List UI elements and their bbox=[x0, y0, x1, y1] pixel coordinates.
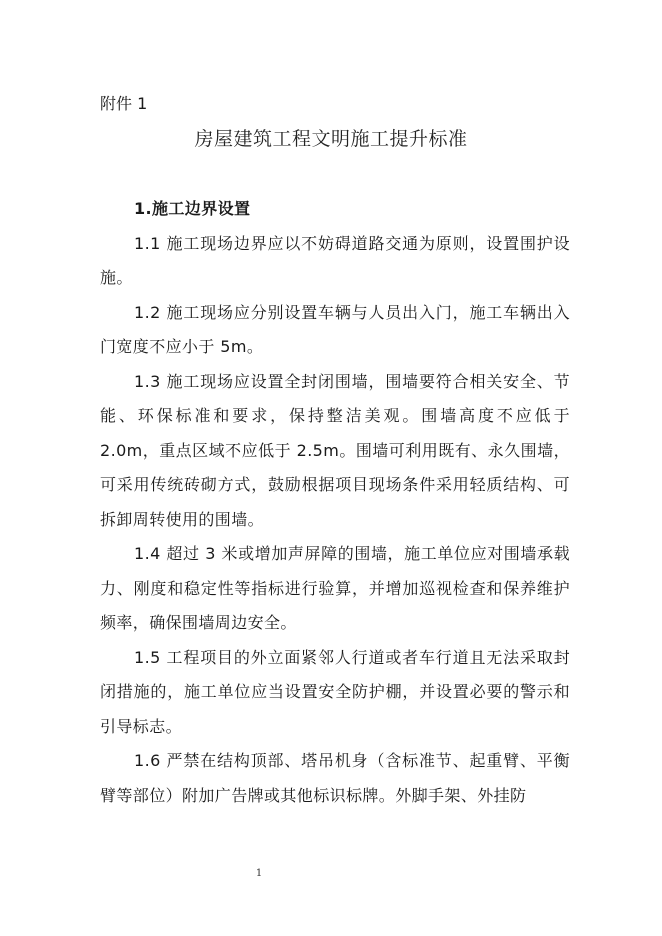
document-body bbox=[100, 192, 570, 813]
paragraph-1-4: 1.4 超过 3 米或增加声屏障的围墙，施工单位应对围墙承载力、刚度和稳定性等指标进行验算，并增加巡视检查和保养维护频率，确保围墙周边安全。 bbox=[100, 544, 570, 632]
attachment-label: 附件 1 bbox=[100, 94, 148, 113]
paragraph-1-3: 1.3 施工现场应设置全封闭围墙，围墙要符合相关安全、节能、环保标准和要求，保持整洁美观。围墙高度不应低于 2.0m，重点区域不应低于 2.5m。围墙可利用既有、永久围墙，可采用传统砖砌方式，鼓励根据项目现场条件采用轻质结构、可拆卸周转使用的围墙。 bbox=[100, 371, 570, 529]
paragraph-1-2: 1.2 施工现场应分别设置车辆与人员出入门，施工车辆出入门宽度不应小于 5m。 bbox=[100, 302, 570, 356]
paragraph-1-1: 1.1 施工现场边界应以不妨碍道路交通为原则，设置围护设施。 bbox=[100, 233, 570, 287]
section-heading: 1.施工边界设置 bbox=[134, 199, 251, 218]
page-number: 1 bbox=[255, 868, 263, 879]
paragraph-1-6: 1.6 严禁在结构顶部、塔吊机身（含标准节、起重臂、平衡臂等部位）附加广告牌或其他标识标牌。外脚手架、外挂防 bbox=[100, 751, 570, 805]
paragraph-1-5: 1.5 工程项目的外立面紧邻人行道或者车行道且无法采取封闭措施的，施工单位应当设置安全防护棚，并设置必要的警示和引导标志。 bbox=[100, 647, 570, 736]
document-title: 房屋建筑工程文明施工提升标准 bbox=[194, 128, 468, 150]
